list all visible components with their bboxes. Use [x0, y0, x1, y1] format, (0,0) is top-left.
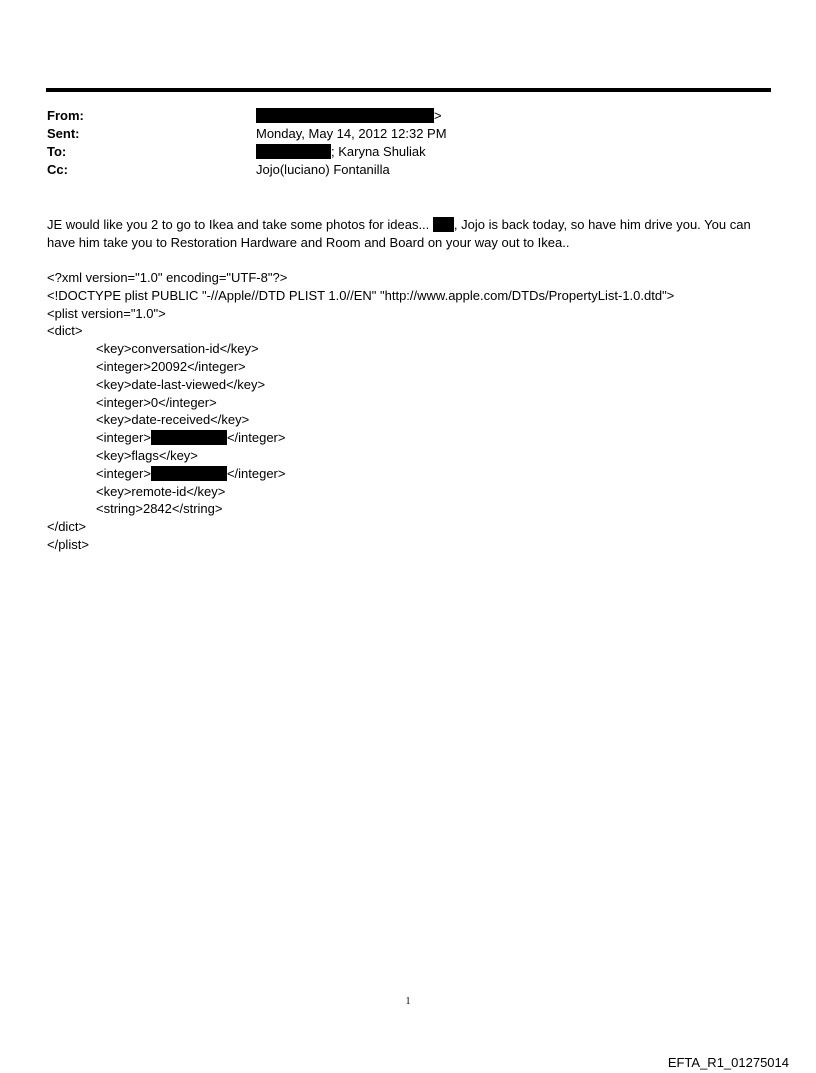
bates-number: EFTA_R1_01275014: [667, 1055, 789, 1070]
redaction-box: [433, 217, 454, 232]
xml-line: <dict>: [47, 323, 83, 339]
sent-row: [47, 125, 767, 143]
xml-line: [47, 465, 674, 483]
xml-line: <integer>0</integer>: [96, 394, 217, 410]
from-row: [47, 107, 767, 125]
body-text-segment: , Jojo is back today, so have him drive you. You can: [453, 217, 751, 232]
redaction-box: [151, 430, 227, 445]
from-label: From:: [47, 108, 84, 123]
sent-value: Monday, May 14, 2012 12:32 PM: [256, 126, 447, 141]
xml-line: [47, 429, 674, 447]
redaction-box: [256, 108, 434, 123]
from-value: [256, 107, 767, 125]
xml-line: <plist version="1.0">: [47, 305, 166, 321]
to-label: To:: [47, 144, 67, 159]
email-header: [47, 107, 767, 179]
xml-line: </plist>: [47, 536, 89, 552]
xml-tag: </integer>: [226, 465, 286, 481]
to-row: [47, 143, 767, 161]
page-number: 1: [405, 996, 411, 1007]
xml-line: <?xml version="1.0" encoding="UTF-8"?>: [47, 270, 288, 285]
sent-label: Sent:: [47, 126, 80, 141]
redaction-box: [151, 466, 227, 481]
xml-line: <string>2842</string>: [96, 501, 223, 517]
cc-label: Cc:: [47, 162, 68, 177]
xml-line: </dict>: [47, 519, 87, 535]
xml-line: <key>flags</key>: [96, 447, 198, 463]
email-body: [47, 216, 777, 252]
from-value-suffix: >: [434, 108, 442, 123]
xml-tag: <integer>: [96, 430, 151, 446]
body-text-segment: JE would like you 2 to go to Ikea and take some photos for ideas...: [47, 217, 433, 232]
redaction-box: [256, 144, 331, 159]
xml-line: <integer>20092</integer>: [96, 358, 246, 374]
xml-line: <key>remote-id</key>: [96, 483, 226, 499]
xml-line: <key>date-last-viewed</key>: [96, 376, 266, 392]
cc-value: Jojo(luciano) Fontanilla: [256, 162, 390, 177]
xml-tag: </integer>: [226, 430, 286, 446]
xml-plist-block: [47, 269, 674, 554]
to-value-suffix: ; Karyna Shuliak: [331, 144, 426, 159]
xml-line: <!DOCTYPE plist PUBLIC "-//Apple//DTD PLIST 1.0//EN" "http://www.apple.com/DTDs/PropertyList-1.0.dtd">: [47, 287, 675, 303]
body-line: have him take you to Restoration Hardware and Room and Board on your way out to Ikea..: [47, 235, 570, 250]
header-rule: [46, 88, 771, 92]
xml-line: <key>date-received</key>: [96, 412, 250, 428]
to-value: [256, 143, 767, 161]
body-line: [47, 216, 777, 234]
xml-tag: <integer>: [96, 465, 151, 481]
xml-line: <key>conversation-id</key>: [96, 341, 259, 357]
cc-row: [47, 161, 767, 179]
